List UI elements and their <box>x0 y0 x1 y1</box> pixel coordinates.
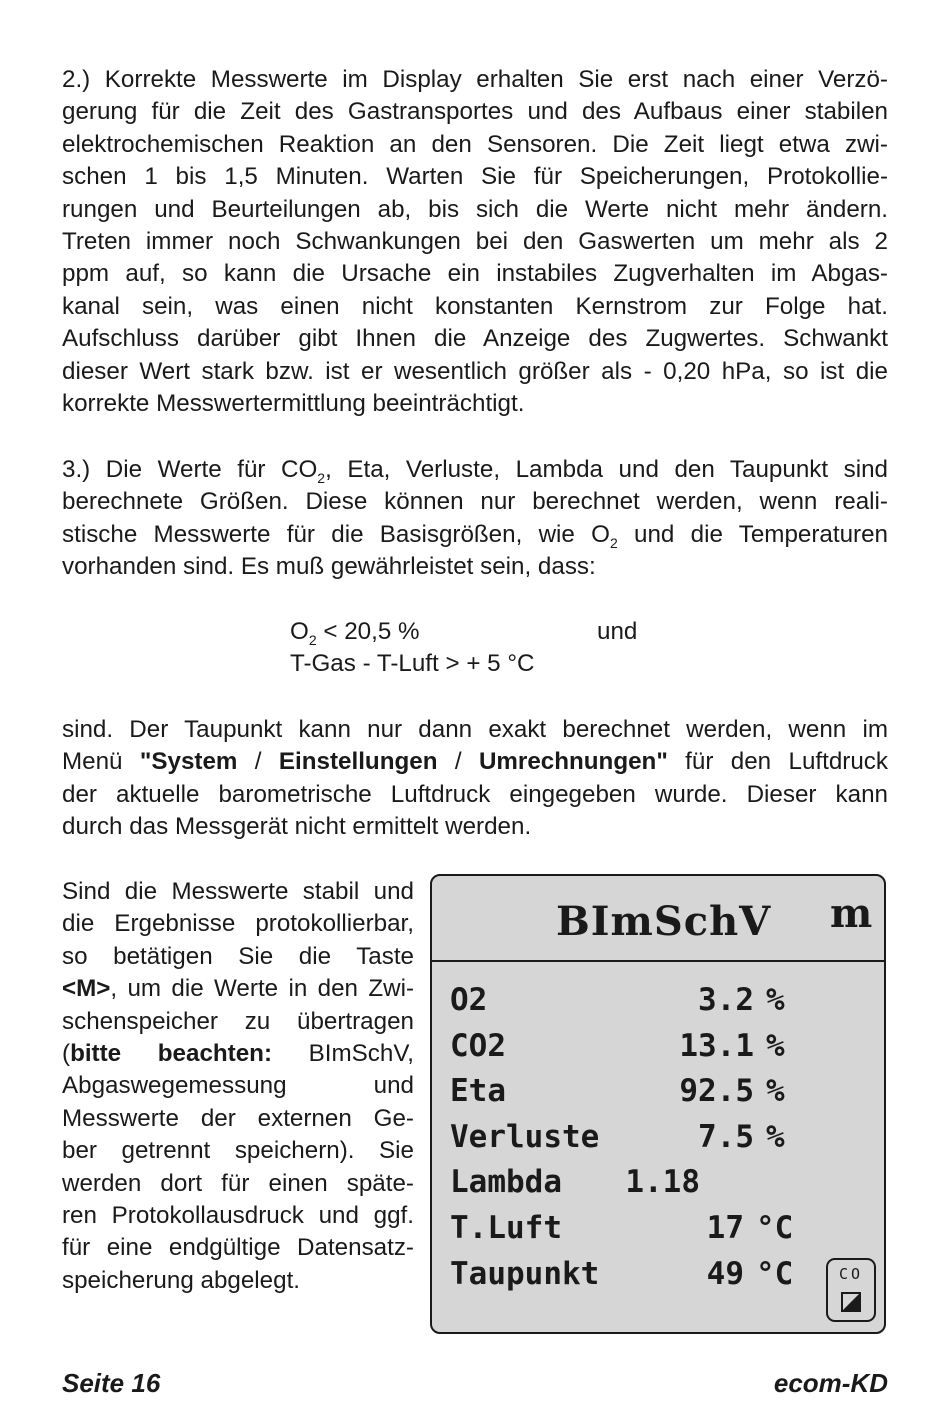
display-title: BImSchV <box>556 898 772 945</box>
display-row-verluste <box>450 1119 785 1161</box>
text-line: Messwerte der externen Ge- <box>62 1104 414 1132</box>
document-name: ecom-KD <box>773 1368 888 1398</box>
paragraph-4 <box>62 714 888 844</box>
text-line: (bitte beachten: BImSchV, <box>62 1040 414 1068</box>
device-display <box>430 874 886 1334</box>
row-label: Verluste <box>450 1119 600 1155</box>
row-value: 13.1 <box>679 1028 754 1064</box>
row-value: 1.18 <box>625 1164 700 1200</box>
half-filled-square-icon <box>841 1292 861 1312</box>
text-line: rungen und Beurteilungen ab, bis sich die Werte nicht mehr ändern. <box>62 195 888 223</box>
row-label: Lambda <box>450 1164 562 1200</box>
text-line: die Ergebnisse protokollierbar, <box>62 910 414 938</box>
row-value: 3.2 <box>698 982 754 1018</box>
display-row-t-luft <box>450 1210 794 1252</box>
text-line: ber getrennt speichern). Sie <box>62 1137 414 1165</box>
row-value: 92.5 <box>679 1073 754 1109</box>
text-line: ren Protokollausdruck und ggf. <box>62 1202 414 1230</box>
text-line: ppm auf, so kann die Ursache ein instabiles Zugverhalten im Abgas- <box>62 260 888 288</box>
display-row-lambda <box>450 1164 780 1206</box>
display-row-eta <box>450 1073 785 1115</box>
text-line: 2.) Korrekte Messwerte im Display erhalten Sie erst nach einer Verzö- <box>62 66 888 93</box>
text-line: für eine endgültige Datensatz- <box>62 1234 414 1262</box>
page-number: Seite 16 <box>62 1368 161 1398</box>
row-label: Taupunkt <box>450 1256 600 1292</box>
row-value: 7.5 <box>698 1119 754 1155</box>
text-line: Abgaswegemessung und <box>62 1072 414 1100</box>
row-value: 17 <box>706 1210 744 1246</box>
paragraph-3 <box>62 454 888 584</box>
row-label: T.Luft <box>450 1210 562 1246</box>
text-line: werden dort für einen späte- <box>62 1169 414 1197</box>
text-line: der aktuelle barometrische Luftdruck eingegeben wurde. Dieser kann <box>62 780 888 808</box>
text-line: vorhanden sind. Es muß gewährleistet sein, dass: <box>62 553 596 581</box>
text-line: Treten immer noch Schwankungen bei den Gaswerten um mehr als 2 <box>62 228 888 256</box>
text-line: schen 1 bis 1,5 Minuten. Warten Sie für Speicherungen, Protokollie- <box>62 163 888 191</box>
text-line: 3.) Die Werte für $CO_2$, Eta, Verluste, Lambda und den Taupunkt sind <box>62 456 889 486</box>
text-line: dieser Wert stark bzw. ist er wesentlich größer als - 0,20 hPa, so ist die <box>62 357 888 385</box>
text-line: stische Messwerte für die Basisgrößen, wie $O_2$ und die Temperaturen <box>62 520 888 551</box>
conjunction-und: und <box>597 618 638 645</box>
row-unit: % <box>766 1028 785 1064</box>
display-mode-indicator: m <box>830 890 873 937</box>
row-unit: % <box>766 1119 785 1155</box>
text-line: durch das Messgerät nicht ermittelt werden. <box>62 813 532 841</box>
text-line: Aufschluss darüber gibt Ihnen die Anzeige des Zugwertes. Schwankt <box>62 325 888 353</box>
text-line: sind. Der Taupunkt kann nur dann exakt berechnet werden, wenn im <box>62 716 888 743</box>
row-unit: °C <box>756 1210 794 1246</box>
text-line: gerung für die Zeit des Gastransportes und des Aufbaus einer stabilen <box>62 98 888 126</box>
co-label: CO <box>838 1265 864 1283</box>
text-line: elektrochemischen Reaktion an den Sensoren. Die Zeit liegt etwa zwi- <box>62 130 888 158</box>
text-line: speicherung abgelegt. <box>62 1266 301 1294</box>
display-divider <box>432 960 884 962</box>
text-line: schenspeicher zu übertragen <box>62 1007 414 1035</box>
text-line: berechnete Größen. Diese können nur berechnet werden, wenn reali- <box>62 488 888 516</box>
side-paragraph <box>62 876 414 1297</box>
text-line: korrekte Messwertermittlung beeinträchtigt. <box>62 390 525 418</box>
text-line: Sind die Messwerte stabil und <box>62 878 414 905</box>
row-label: CO2 <box>450 1028 506 1064</box>
paragraph-2 <box>62 64 888 420</box>
row-label: O2 <box>450 982 488 1018</box>
row-unit: °C <box>756 1256 794 1292</box>
row-unit: % <box>766 982 785 1018</box>
condition-temperature: T-Gas - T-Luft > + 5 °C <box>290 650 535 678</box>
text-line: kanal sein, was einen nicht konstanten Kernstrom zur Folge hat. <box>62 292 888 320</box>
text-line: Menü "System / Einstellungen / Umrechnungen" für den Luftdruck <box>62 748 888 776</box>
row-value: 49 <box>706 1256 744 1292</box>
display-row-co2 <box>450 1028 785 1070</box>
text-line: <M>, um die Werte in den Zwi- <box>62 975 414 1003</box>
co-sensor-indicator <box>826 1258 876 1322</box>
display-row-taupunkt <box>450 1256 794 1298</box>
row-label: Eta <box>450 1073 506 1109</box>
conditions-block <box>290 616 638 681</box>
text-line: so betätigen Sie die Taste <box>62 942 414 970</box>
row-unit: % <box>766 1073 785 1109</box>
condition-o2: $O_2 < 20,5$ % <box>290 618 420 648</box>
display-row-o2 <box>450 982 785 1024</box>
